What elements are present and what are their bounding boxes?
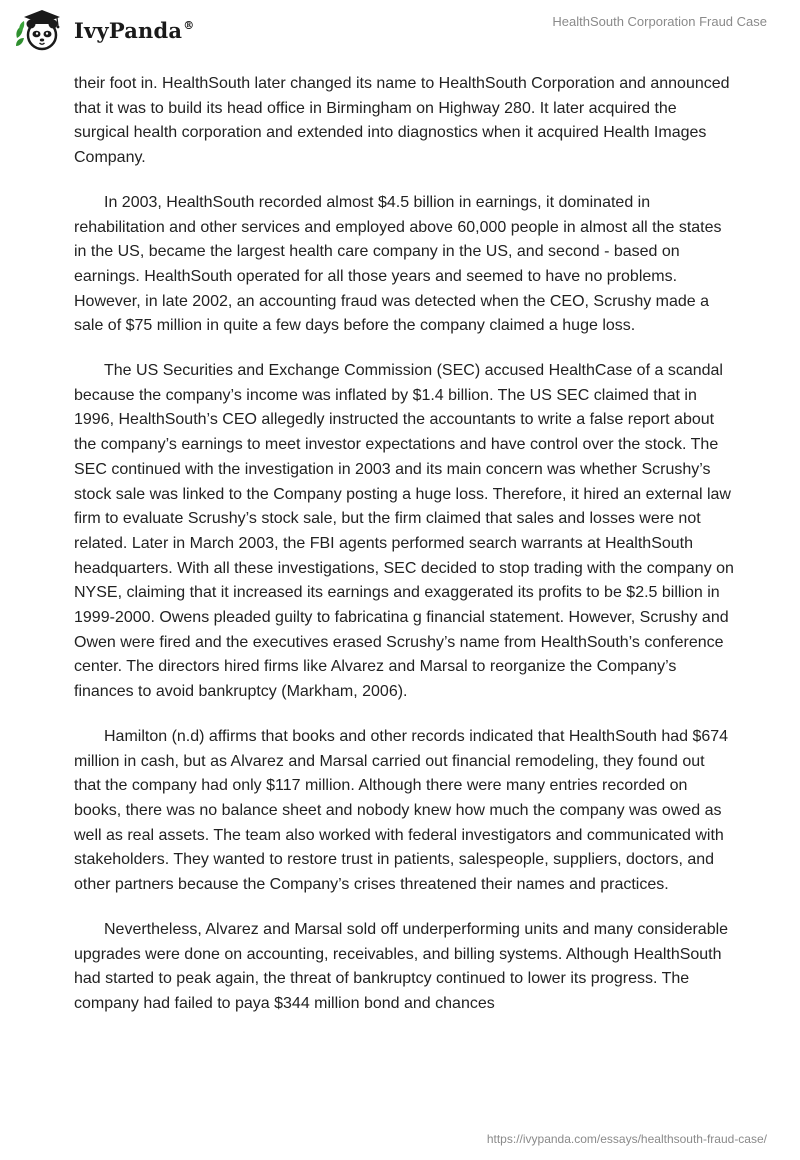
brand-name-text: IvyPanda xyxy=(74,17,183,43)
paragraph-4: Hamilton (n.d) affirms that books and other records indicated that HealthSouth had $674 million in cash, but as Alvarez and Marsal carried out financial remodeling, they found out that the company had only $117 million. Although there were many entries recorded on books, there was no balance sheet and nobody knew how much the company was owed as well as real assets. The team also worked with federal investigators and communicated with stakeholders. They wanted to restore trust in patients, salespeople, suppliers, doctors, and other partners because the Company’s crises threatened their names and practices. xyxy=(74,727,729,894)
paragraph-1: their foot in. HealthSouth later changed its name to HealthSouth Corporation and announced that it was to build its head office in Birmingham on Highway 280. It later acquired the surgical health corporation and extended into diagnostics when it acquired Health Images Company. xyxy=(74,75,730,167)
paragraph-3: The US Securities and Exchange Commission (SEC) accused HealthCase of a scandal because the company’s income was inflated by $1.4 billion. The US SEC claimed that in 1996, HealthSouth’s CEO allegedly instructed the accountants to write a false report about the company’s earnings to meet investor expectations and have control over the stock. The SEC continued with the investigation in 2003 and its main concern was whether Scrushy’s stock sale was linked to the Company posting a huge loss. Therefore, it hired an external law firm to evaluate Scrushy’s stock sale, but the firm claimed that sales and losses were not related. Later in March 2003, the FBI agents performed search warrants at HealthSouth headquarters. With all these investigations, SEC decided to stop trading with the company on NYSE, claiming that it increased its earnings and exaggerated its profits to be $2.5 billion in 1999-2000. Owens pleaded guilty to fabricatina g financial statement. However, Scrushy and Owen were fired and the executives erased Scrushy’s name from HealthSouth’s conference center. The directors hired firms like Alvarez and Marsal to reorganize the Company’s finances to avoid bankruptcy (Markham, 2006). xyxy=(74,362,734,701)
page-header xyxy=(0,0,800,60)
paragraph-5: Nevertheless, Alvarez and Marsal sold off underperforming units and many considerable upgrades were done on accounting, receivables, and billing systems. Although HealthSouth had started to peak again, the threat of bankruptcy continued to lower its progress. The company had failed to paya $344 million bond and chances xyxy=(74,920,729,1012)
source-url[interactable]: https://ivypanda.com/essays/healthsouth-fraud-case/ xyxy=(486,1132,767,1146)
registered-mark: ® xyxy=(183,18,195,32)
ivypanda-logo[interactable] xyxy=(14,8,194,52)
essay-body xyxy=(74,72,734,1037)
brand-name xyxy=(74,18,194,43)
paragraph-2: In 2003, HealthSouth recorded almost $4.5 billion in earnings, it dominated in rehabilitation and other services and employed above 60,000 people in almost all the states in the US, became the largest health care company in the US, and second - based on earnings. HealthSouth operated for all those years and seemed to have no problems. However, in late 2002, an accounting fraud was detected when the CEO, Scrushy made a sale of $75 million in quite a few days before the company claimed a huge loss. xyxy=(74,193,722,335)
document-title: HealthSouth Corporation Fraud Case xyxy=(552,14,767,29)
panda-graduation-cap-icon xyxy=(14,8,66,52)
